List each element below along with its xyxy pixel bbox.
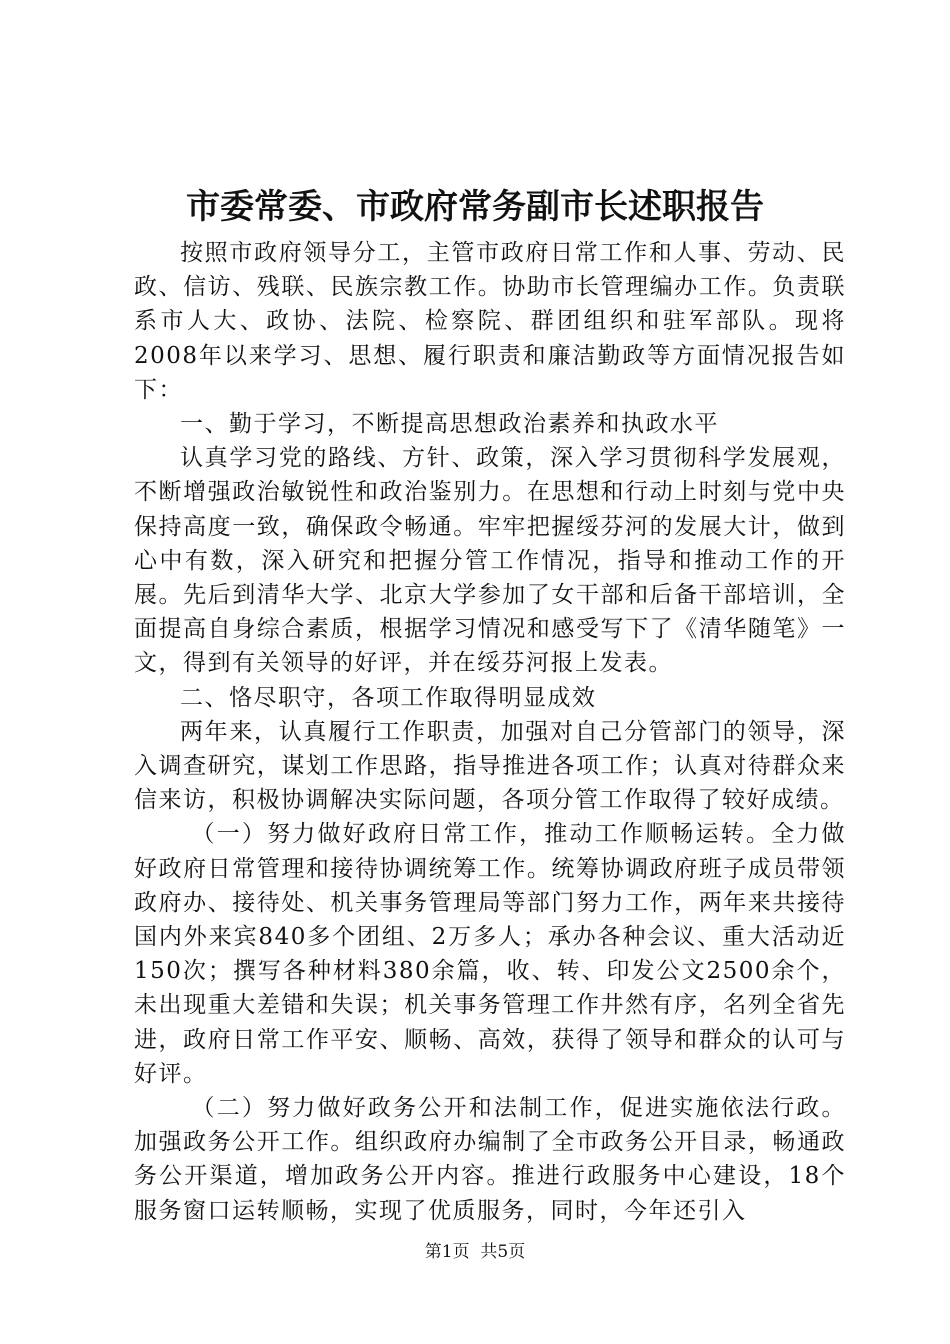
document-body <box>134 236 846 1228</box>
page-footer <box>0 1240 950 1264</box>
paragraph-intro: 按照市政府领导分工，主管市政府日常工作和人事、劳动、民政、信访、残联、民族宗教工作。协助市长管理编办工作。负责联系市人大、政协、法院、检察院、群团组织和驻军部队。现将2008年以来学习、思想、履行职责和廉洁勤政等方面情况报告如下： <box>134 240 846 403</box>
paragraph-duties: 两年来，认真履行工作职责，加强对自己分管部门的领导，深入调查研究，谋划工作思路，指导推进各项工作；认真对待群众来信来访，积极协调解决实际问题，各项分管工作取得了较好成绩。 <box>134 718 846 814</box>
subsection-1: （一）努力做好政府日常工作，推动工作顺畅运转。全力做好政府日常管理和接待协调统筹工作。统筹协调政府班子成员带领政府办、接待处、机关事务管理局等部门努力工作，两年来共接待国内外来宾840多个团组、2万多人；承办各种会议、重大活动近150次；撰写各种材料380余篇，收、转、印发公文2500余个，未出现重大差错和失误；机关事务管理工作井然有序，名列全省先进，政府日常工作平安、顺畅、高效，获得了领导和群众的认可与好评。 <box>134 821 846 1087</box>
page-total: 共5页 <box>480 1242 526 1262</box>
page-number: 第1页 <box>424 1242 470 1262</box>
section-heading-2: 二、恪尽职守，各项工作取得明显成效 <box>180 684 597 711</box>
section-heading-1: 一、勤于学习，不断提高思想政治素养和执政水平 <box>180 411 719 438</box>
paragraph-study: 认真学习党的路线、方针、政策，深入学习贯彻科学发展观，不断增强政治敏锐性和政治鉴别力。在思想和行动上时刻与党中央保持高度一致，确保政令畅通。牢牢把握绥芬河的发展大计，做到心中有数，深入研究和把握分管工作情况，指导和推动工作的开展。先后到清华大学、北京大学参加了女干部和后备干部培训，全面提高自身综合素质，根据学习情况和感受写下了《清华随笔》一文，得到有关领导的好评，并在绥芬河报上发表。 <box>134 445 846 677</box>
page-title: 市委常委、市政府常务副市长述职报告 <box>186 187 764 227</box>
subsection-2: （二）努力做好政务公开和法制工作，促进实施依法行政。加强政务公开工作。组织政府办编制了全市政务公开目录，畅通政务公开渠道，增加政务公开内容。推进行政服务中心建设，18个服务窗口运转顺畅，实现了优质服务，同时，今年还引入 <box>134 1095 846 1224</box>
